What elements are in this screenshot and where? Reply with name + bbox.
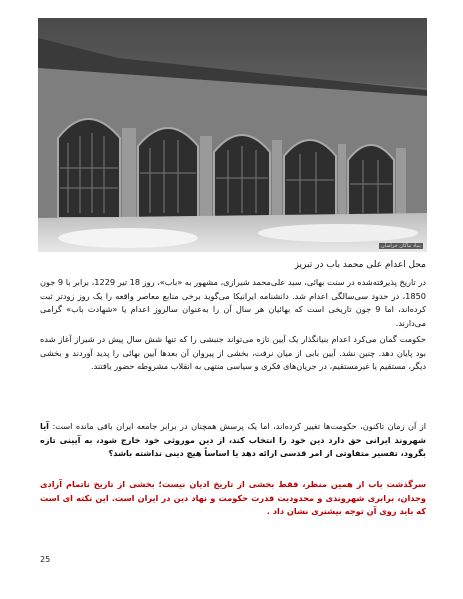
paragraph-question — [40, 420, 426, 461]
paragraph-question-bold: آیا شهروند ایرانی حق دارد دین خود را انتخاب کند، از دین موروثی خود خارج شود، به آیینی تازه بگرود، تفسیر متفاوتی از امر قدسی ارائه دهد یا اساساً هیچ دینی نداشته باشد؟ — [40, 421, 426, 459]
historic-building-photo — [38, 18, 427, 252]
photo-caption: محل اعدام علی محمد باب در تبریز — [294, 260, 426, 270]
paragraph-government-belief: حکومت گمان می‌کرد اعدام بنیانگذار یک آیین تازه می‌تواند جنبشی را که تنها شش سال پیش در شیراز آغاز شده بود پایان دهد. چنین نشد. آیین بابی از میان نرفت، بخشی از پیروان آن بعدها آیین بهائی را پدید آوردند و بخشی دیگر، مستقیم یا غیرمستقیم، در جریان‌های فکری و سیاسی منتهی به انقلاب مشروطه حضور یافتند. — [40, 334, 426, 372]
photo-credit: بنیاد نیاکان خراسان — [381, 243, 421, 249]
page-number: 25 — [40, 555, 51, 564]
arcade-building-image — [38, 18, 427, 252]
paragraph-conclusion-highlight: سرگذشت باب از همین منظر، فقط بخشی از تاریخ ادیان نیست؛ بخشی از تاریخ ناتمام آزادی وجدان، برابری شهروندی و محدودیت قدرت حکومت و نهاد دین در ایران است. این نکته ای است که باید روی آن توجه بیشتری نشان داد . — [40, 479, 426, 517]
paragraph-question-intro: از آن زمان تاکنون، حکومت‌ها تغییر کرده‌اند، اما یک پرسش همچنان در برابر جامعه ایران باقی مانده است: — [48, 421, 426, 431]
paragraph-execution-date: در تاریخ پذیرفته‌شده در سنت بهائی، سید علی‌محمد شیرازی، مشهور به «باب»، روز 18 تیر 1229، برابر با 9 جون 1850، در حدود سی‌سالگی اعدام شد. دانشنامه ایرانیکا می‌گوید برخی منابع معاصر واقعه را یک روز زودتر ثبت کرده‌اند، اما 9 جون تاریخی است که بهائیان هر سال آن را به‌عنوان سالروز اعدام یا «شهادت باب» گرامی می‌دارند. — [40, 277, 426, 328]
